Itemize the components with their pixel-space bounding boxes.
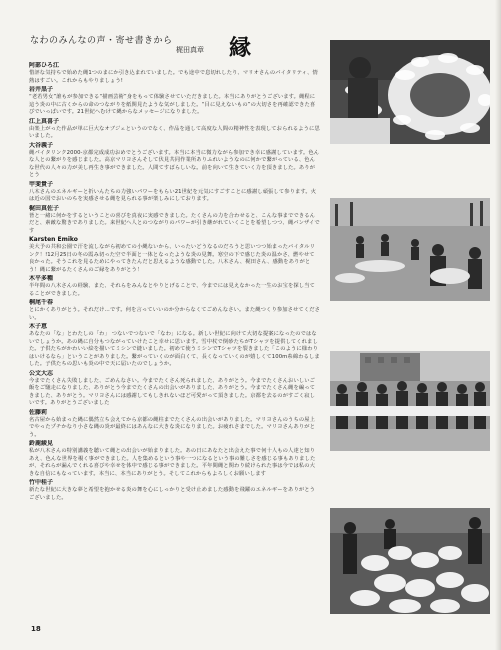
page-edge [495,0,501,650]
testimonial-entry [29,299,320,322]
entry-text: 惜評な気持ちで始めた縄1つのまにか引き込まれていました。でも途中で息切れしたり、マリオさんのバイタリティ、情熱はすごい。これからもやりましょう! [29,70,318,84]
testimonial-entry [29,323,320,369]
entry-author: 梶田真佐子 [29,204,60,212]
article-title: 縁 [229,35,252,61]
entry-text: とにかくありがとう。それだけ…です。何を言っていいのか分からなくてごめんなさい。また縄つくり参加させてください。 [29,307,320,321]
photo-rope-closeup [330,508,490,614]
entry-text: 今までたくさん失敗しました、ごめんなさい。今までたくさん死られました、ありがとう。今までたくさんおいしいご飯をご馳走になりました、ありがとう今までたくさんの出会いがありました、ありがとう。今までたくさん縄を編ってきました、ありがとう。マリヨさんには感謝してもしきれないほど可愛がって頂きました。京都を去るのがすごく寂しいです。ありがとうございました [29,377,316,406]
entry-author: Karsten Emiko [29,236,78,243]
testimonial-entry [29,118,320,141]
photo-park-gathering [330,198,490,301]
entry-author: 江上真喜子 [29,117,60,125]
entry-author: 木平多種 [29,275,54,282]
entry-author: 竹中桂子 [29,479,54,486]
testimonial-entry [29,275,320,298]
testimonial-entry [29,409,320,440]
entry-text: 私が八木さんの特別講義を聴いて縄との出会いが始まりました。あの日にあなたと出会えた事で何十人もの人達と知りあえ、色んな世界を覗く事ができました。人を集めるという事や一つになるという事の難しさを感じる事もありましたが、それらが漏んでくれる喜びや幸せを体中で感じる事ができました。平年間縄と関わり続けられた事は今では私の大きな自信にもなっています。本当に、本当にありがとう。そしてこれからもよろしくお願いします [29,448,316,477]
entry-text: 八木さんのエネルギーと折いんたちの力強いパワーをもらい21世紀を元気にすごすことに感謝し頑張して参ります。火は近の国でおいのちを実感させる縄を見られる事が楽しみにしております。 [29,188,317,202]
entry-text: 由楽上がった作品が単に巨大なオブジェというのでなく、作品を通して高度な人間の精神性を表現しておられるように思いました。 [29,125,320,139]
entry-text: 名古屋から始まった縄に偶然立ち会えてから京都の縄柱までたくさんの出会いがありました。マリヨさんのうちの屋上でやったプチかなり小さな縄の炎が最終にはあんなに大きな炎になりました。お疲れさまでした。マリヨさんありがとう。 [29,416,316,438]
entry-text: 縄パイタリンク2000-京都完成成功おめでとうございます。本当に本当に微力ながら参加でき幸に感謝しています。色んな人との繋がりを感じました。高京マリヨさんそして伏見共同作業所ありふれいようなのに何かで繋がっている、色んな世代の人々の力が美し再生き事ができました。人間てすばらしいな。前を向いて生きていく力を頂きました。ありがとう [29,149,320,178]
entry-author: 甲斐貴子 [29,180,54,188]
entry-author: 鈴鹿綾見 [29,440,54,447]
testimonial-entry [29,181,320,204]
entry-author: 大谷義子 [29,141,54,149]
entry-author: 桐尾千春 [29,299,54,306]
entry-author: 阿部ひろ江 [29,62,60,69]
article-author: 梶田真章 [176,46,204,54]
testimonial-entry [29,370,320,408]
entry-text: あなたの「な」とわたしの「わ」 つないでつないで「なわ」になる。新しい世紀に向けて大切な提案になったのではないでしょうか。あの縄に自分もつながっていけたこと幸せに思います。雪中杖で倒砂たちがTシャツを提供してくれました。子供たちがかわいい絵を描いてミシンで縫いました。初めて使うミシンでTシャツを裂きました「このように様わりはいけるなら」ということがありました。繋がっていくのが面白くて、長くなっていくのが嬉しくて100m糸綿わるしました。子供たちの思いも炎の中で天に届いたのでしょうか。 [29,331,320,367]
testimonial-entry [29,440,320,478]
entry-text: 皆と一緒に何かをするということの喜びを真夜に実感できました。たくさんの力を合わせると、こんな事までできるんだと、素敵な驚きでありました。来世紀へ人とのつながりのパワーが引き継がれていくことを希望しつつ、縄バンザイです [29,212,320,234]
entry-author: 佐藤莉 [29,408,48,416]
section-title: なわのみんなの声・寄せ書きから [30,36,173,46]
entry-author: 木子恵 [29,323,48,330]
entry-text: 美大予の共和公園で汗を流しながら初めての小縄ないから、いったいどうなるのだろうと思いつつ始まったバイタルリンク！!12月25日の冬の霞み切った空で半面と一体となったような炎の見舞。寒空の下で感じた炎の温かさ、燃やせて良かった。そうこれを見るためにやってきたんだと思えるような感動でした。八木さん、梶田さん、感動をありがとう！縄に繋がるたくさんのご縁をありがとう！ [29,244,316,273]
entry-text: “老若男女”誰もが参加できる“描画芸術”身をもって体験させていただきました。本当にありがとうございます。縄程に這う炎の中に古くからの命のつながりを紙関見たような気がしました。“目に見えないもの”の大切さを再確認できた喜びでいっぱいです。21世紀へむけて縄からなメッセージになりました。 [29,94,316,115]
photo-rope-wreath [330,40,490,144]
testimonial-entry [29,86,320,117]
testimonial-column [29,62,320,622]
entry-text: 半年間の八木さんの経験、また、それらをみんなとやりとげることで、今までには見えなかった一生のお宝を探し当てることができました。 [29,283,315,297]
entry-author: 公文大志 [29,369,54,377]
photo-group-with-rope [330,351,490,451]
testimonial-entry [29,62,320,85]
entry-author: 岩井黒子 [29,86,54,93]
testimonial-entry [29,142,320,180]
entry-text: 新たな世紀に大きな夢と希望を抱かせる炎の舞を心にしっかりと受け止めました感動を飛躍のエネルギーをありがとうございました。 [29,487,316,501]
testimonial-entry [29,479,320,502]
testimonial-entry [29,205,320,236]
testimonial-entry [29,236,320,274]
page-number: 18 [31,625,41,633]
